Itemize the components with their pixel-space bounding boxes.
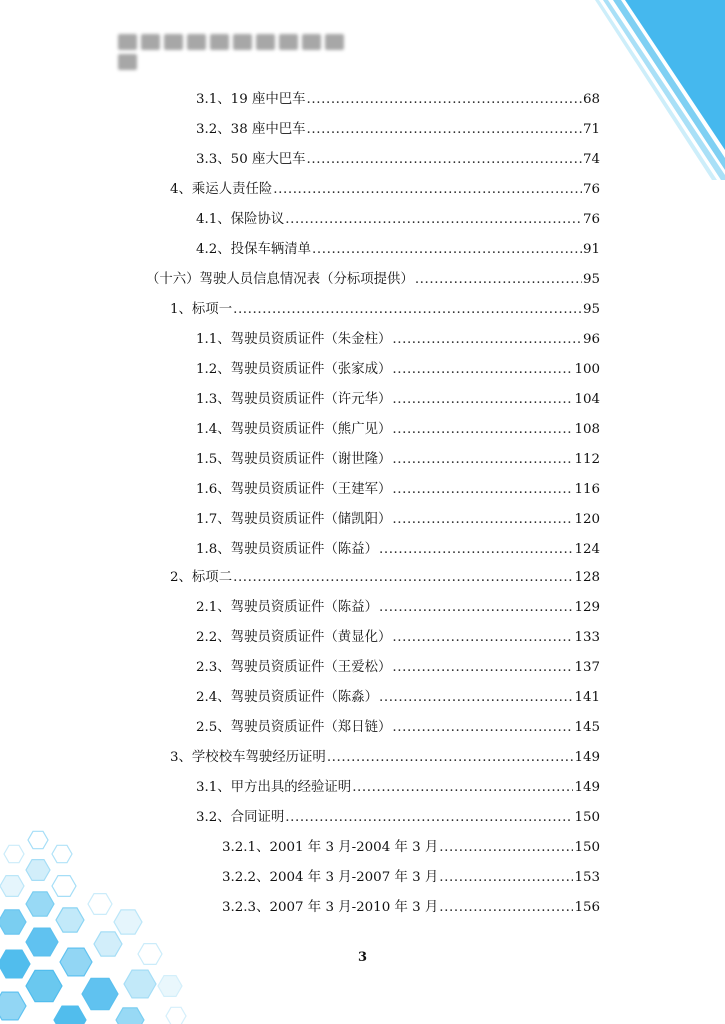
toc-leader-dots	[379, 688, 573, 708]
hexagon-shape	[56, 908, 84, 932]
toc-entry-label: 1.5、驾驶员资质证件（谢世隆）	[196, 452, 392, 467]
toc-entry[interactable]	[222, 838, 600, 858]
toc-entry-label: 3.1、甲方出具的经验证明	[196, 780, 352, 795]
toc-leader-dots	[233, 300, 582, 320]
toc-entry[interactable]	[196, 90, 600, 110]
toc-entry[interactable]	[196, 390, 600, 410]
toc-leader-dots	[285, 808, 573, 828]
toc-leader-dots	[439, 838, 573, 858]
toc-leader-dots	[392, 510, 573, 530]
toc-entry[interactable]	[196, 330, 600, 350]
toc-entry-page: 68	[582, 92, 600, 107]
toc-leader-dots	[352, 778, 573, 798]
toc-entry-label: 1.8、驾驶员资质证件（陈益）	[196, 542, 378, 557]
toc-entry-label: 3.1、19 座中巴车	[196, 92, 306, 107]
hexagon-shape	[0, 876, 24, 897]
toc-entry-label: 1.1、驾驶员资质证件（朱金柱）	[196, 332, 392, 347]
toc-leader-dots	[392, 360, 573, 380]
toc-entry-page: 149	[574, 750, 600, 765]
toc-entry[interactable]	[196, 510, 600, 530]
toc-leader-dots	[415, 270, 582, 290]
hexagon-shape	[0, 910, 26, 934]
toc-leader-dots	[233, 568, 573, 588]
toc-entry-page: 116	[574, 482, 600, 497]
toc-entry-label: 1.3、驾驶员资质证件（许元华）	[196, 392, 392, 407]
toc-entry-label: 1.2、驾驶员资质证件（张家成）	[196, 362, 392, 377]
toc-leader-dots	[327, 748, 574, 768]
toc-entry-label: 3.3、50 座大巴车	[196, 152, 306, 167]
toc-entry-label: 2.3、驾驶员资质证件（王爱松）	[196, 660, 392, 675]
toc-entry-page: 129	[574, 600, 600, 615]
toc-entry-page: 96	[582, 332, 600, 347]
toc-leader-dots	[379, 598, 573, 618]
toc-entry-page: 137	[574, 660, 600, 675]
toc-entry-page: 74	[582, 152, 600, 167]
hexagon-shape	[82, 978, 118, 1009]
toc-entry-label: 3.2.3、2007 年 3 月-2010 年 3 月	[222, 900, 439, 915]
toc-entry-label: 1.7、驾驶员资质证件（储凯阳）	[196, 512, 392, 527]
toc-entry[interactable]	[170, 300, 600, 320]
page-number: 3	[357, 950, 368, 965]
hexagon-shape	[166, 1007, 186, 1024]
toc-entry-label: 3.2.1、2001 年 3 月-2004 年 3 月	[222, 840, 439, 855]
toc-leader-dots	[307, 150, 582, 170]
toc-entry[interactable]	[196, 808, 600, 828]
toc-entry[interactable]	[146, 270, 600, 290]
toc-entry-page: 156	[574, 900, 600, 915]
toc-leader-dots	[392, 628, 573, 648]
toc-entry-page: 95	[582, 272, 600, 287]
toc-entry[interactable]	[196, 480, 600, 500]
hexagon-shape	[26, 970, 62, 1001]
toc-entry-label: （十六）驾驶人员信息情况表（分标项提供）	[146, 272, 414, 287]
toc-entry[interactable]	[196, 598, 600, 618]
toc-entry-label: 2.4、驾驶员资质证件（陈淼）	[196, 690, 378, 705]
toc-entry[interactable]	[222, 868, 600, 888]
hexagon-shape	[88, 894, 112, 915]
toc-entry-label: 3.2、合同证明	[196, 810, 285, 825]
toc-entry[interactable]	[196, 240, 600, 260]
toc-entry-label: 2.5、驾驶员资质证件（郑日链）	[196, 720, 392, 735]
toc-leader-dots	[392, 330, 582, 350]
blurred-header-text	[118, 34, 370, 56]
toc-leader-dots	[439, 868, 573, 888]
toc-leader-dots	[307, 90, 582, 110]
toc-entry[interactable]	[196, 150, 600, 170]
toc-entry[interactable]	[170, 568, 600, 588]
toc-entry-page: 153	[574, 870, 600, 885]
toc-leader-dots	[439, 898, 573, 918]
toc-entry-page: 150	[574, 810, 600, 825]
toc-entry-page: 112	[574, 452, 600, 467]
hexagon-shape	[52, 845, 72, 862]
toc-leader-dots	[392, 480, 573, 500]
toc-leader-dots	[392, 450, 573, 470]
hexagon-shape	[26, 892, 54, 916]
toc-entry-page: 141	[574, 690, 600, 705]
toc-entry[interactable]	[196, 718, 600, 738]
toc-entry-page: 149	[574, 780, 600, 795]
toc-entry-label: 2.1、驾驶员资质证件（陈益）	[196, 600, 378, 615]
hexagon-shape	[158, 976, 182, 997]
toc-entry[interactable]	[170, 180, 600, 200]
toc-entry-page: 150	[574, 840, 600, 855]
toc-entry-label: 2、标项二	[170, 570, 233, 585]
hexagon-shape	[54, 1006, 86, 1024]
toc-entry[interactable]	[196, 210, 600, 230]
toc-entry-page: 71	[582, 122, 600, 137]
toc-leader-dots	[392, 390, 573, 410]
toc-entry[interactable]	[196, 450, 600, 470]
toc-entry-page: 76	[582, 212, 600, 227]
toc-entry-label: 4.1、保险协议	[196, 212, 285, 227]
toc-entry-page: 100	[574, 362, 600, 377]
toc-leader-dots	[273, 180, 582, 200]
toc-leader-dots	[307, 120, 582, 140]
toc-leader-dots	[392, 658, 573, 678]
toc-entry-page: 124	[574, 542, 600, 557]
toc-entry-page: 95	[582, 302, 600, 317]
toc-leader-dots	[379, 540, 573, 560]
hexagon-shape	[26, 860, 50, 881]
toc-entry[interactable]	[196, 360, 600, 380]
hexagon-shape	[116, 1008, 144, 1024]
hexagon-shape	[28, 831, 48, 848]
hexagon-pattern-decoration	[0, 824, 200, 1024]
toc-entry-page: 145	[574, 720, 600, 735]
toc-leader-dots	[285, 210, 582, 230]
toc-entry-label: 2.2、驾驶员资质证件（黄显化）	[196, 630, 392, 645]
toc-entry-label: 3、学校校车驾驶经历证明	[170, 750, 326, 765]
toc-entry-label: 1.4、驾驶员资质证件（熊广见）	[196, 422, 392, 437]
toc-entry-label: 1、标项一	[170, 302, 233, 317]
toc-entry-label: 3.2.2、2004 年 3 月-2007 年 3 月	[222, 870, 439, 885]
hexagon-shape	[114, 910, 142, 934]
toc-entry-page: 91	[582, 242, 600, 257]
toc-entry-label: 1.6、驾驶员资质证件（王建军）	[196, 482, 392, 497]
toc-entry[interactable]	[222, 898, 600, 918]
toc-entry-page: 108	[574, 422, 600, 437]
toc-entry-page: 128	[574, 570, 600, 585]
toc-entry-label: 3.2、38 座中巴车	[196, 122, 306, 137]
hexagon-shape	[52, 876, 76, 897]
toc-entry[interactable]	[170, 748, 600, 768]
hexagon-shape	[4, 845, 24, 862]
toc-entry[interactable]	[196, 628, 600, 648]
toc-entry-page: 104	[574, 392, 600, 407]
toc-entry-page: 76	[582, 182, 600, 197]
toc-entry[interactable]	[196, 778, 600, 798]
hexagon-shape	[124, 970, 156, 998]
toc-entry[interactable]	[196, 120, 600, 140]
corner-stripes-decoration	[595, 0, 725, 180]
toc-entry[interactable]	[196, 688, 600, 708]
hexagon-shape	[0, 992, 26, 1020]
toc-entry[interactable]	[196, 420, 600, 440]
toc-entry-label: 4.2、投保车辆清单	[196, 242, 312, 257]
toc-entry-page: 120	[574, 512, 600, 527]
toc-leader-dots	[392, 420, 573, 440]
toc-entry-page: 133	[574, 630, 600, 645]
toc-entry-label: 4、乘运人责任险	[170, 182, 273, 197]
toc-entry[interactable]	[196, 658, 600, 678]
toc-leader-dots	[312, 240, 582, 260]
toc-entry[interactable]	[196, 540, 600, 560]
toc-leader-dots	[392, 718, 573, 738]
